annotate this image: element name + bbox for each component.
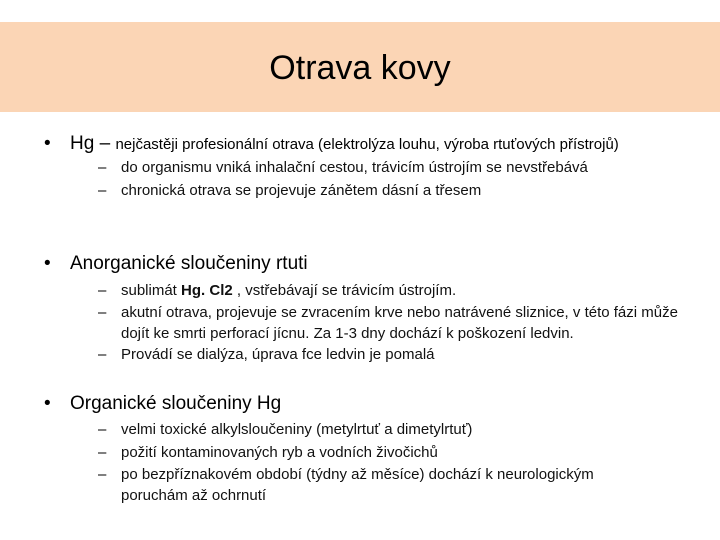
dash: –: [98, 466, 107, 483]
section-3-item-3: po bezpříznakovém období (týdny až měsíce) dochází k neurologickým poruchám až ochrnutí: [121, 466, 594, 504]
dash: –: [98, 444, 107, 461]
bullet-1: •: [44, 133, 51, 154]
section-2-item-1-pre: sublimát: [121, 282, 182, 299]
section-2-title: Anorganické sloučeniny rtuti: [70, 253, 308, 274]
section-3-item-1: velmi toxické alkylsloučeniny (metylrtuť a dimetylrtuť): [121, 421, 473, 438]
dash: –: [98, 346, 107, 363]
section-1-heading: [70, 132, 619, 157]
section-1-dash: –: [99, 133, 116, 154]
section-2-item-3: Provádí se dialýza, úprava fce ledvin je pomalá: [121, 346, 435, 363]
section-1-detail: nejčastěji profesionální otrava (elektrolýza louhu, výroba rtuťových přístrojů): [115, 136, 619, 153]
section-1-item-1: do organismu vniká inhalační cestou, trávicím ústrojím se nevstřebává: [121, 159, 588, 176]
section-3-item-2: požití kontaminovaných ryb a vodních živočichů: [121, 444, 438, 461]
section-2-item-1: [121, 280, 691, 301]
bullet-3: •: [44, 393, 51, 414]
dash: –: [98, 304, 107, 321]
slide-title: Otrava kovy: [269, 49, 451, 87]
section-2-item-1-post: , vstřebávají se trávicím ústrojím.: [232, 282, 457, 299]
bullet-2: •: [44, 253, 51, 274]
dash: –: [98, 182, 107, 199]
section-1-title: Hg: [70, 133, 95, 154]
section-2-item-2: akutní otrava, projevuje se zvracením krve nebo natrávené sliznice, v této fázi může dojít ke smrti perforací jícnu. Za 1-3 dny dochází k poškození ledvin.: [121, 304, 678, 342]
section-2-item-1-formula: Hg. Cl2: [181, 282, 233, 299]
dash: –: [98, 421, 107, 438]
dash: –: [98, 159, 107, 176]
section-1-item-2: chronická otrava se projevuje zánětem dásní a třesem: [121, 182, 482, 199]
section-3-title: Organické sloučeniny Hg: [70, 393, 282, 414]
dash: –: [98, 282, 107, 299]
